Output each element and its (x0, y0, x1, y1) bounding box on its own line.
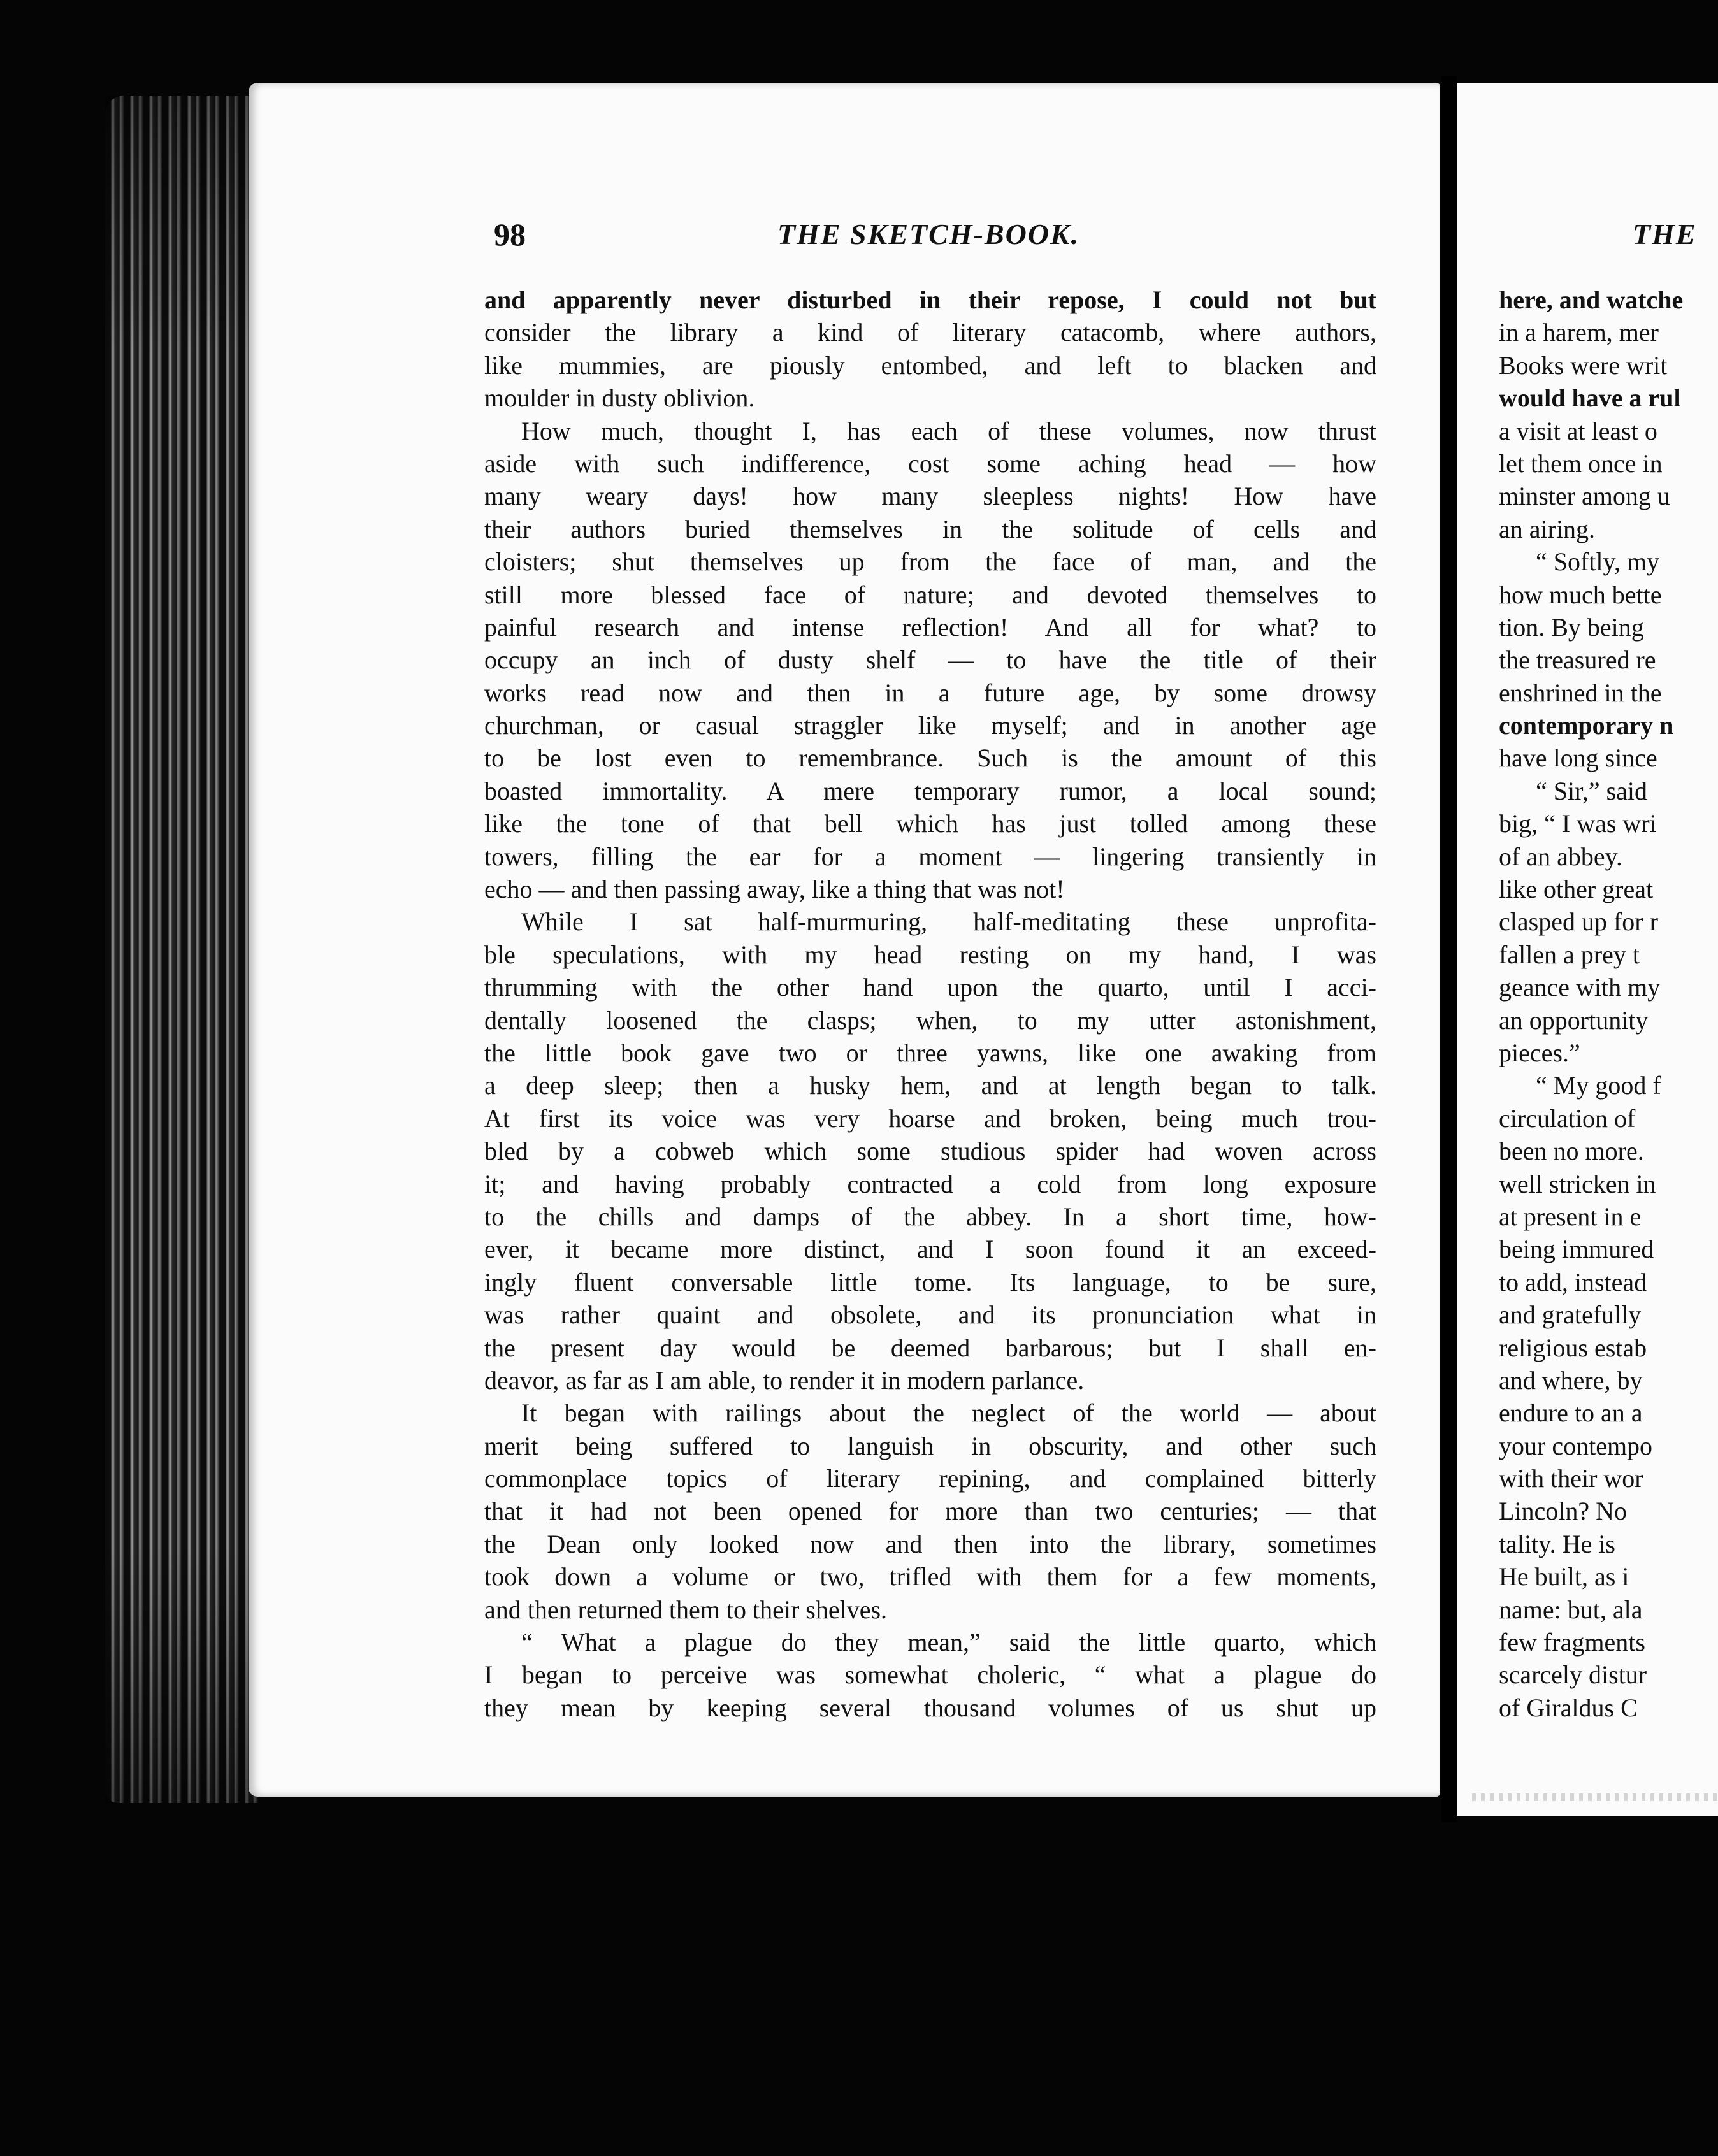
right-text-line: fallen a prey t (1499, 940, 1640, 969)
right-text-line: to add, instead (1499, 1267, 1647, 1297)
right-text-line: in a harem, mer (1499, 318, 1659, 347)
text-line: bled by a cobweb which some studious spider had woven across (484, 1137, 1376, 1166)
text-line: dentally loosened the clasps; when, to my utter astonishment, (484, 1005, 1376, 1035)
right-text-line: Books were writ (1499, 350, 1668, 380)
right-text-line: Lincoln? No (1499, 1497, 1628, 1526)
text-line: took down a volume or two, trifled with them for a few moments, (484, 1562, 1376, 1592)
right-body-text (1499, 284, 1718, 1724)
page-fore-edges (105, 96, 258, 1803)
text-line: ingly fluent conversable little tome. Its language, to be sure, (484, 1267, 1376, 1297)
right-text-line: clasped up for r (1499, 907, 1658, 937)
text-line: echo — and then passing away, like a thing that was not! (484, 875, 1065, 904)
text-line: “ What a plague do they mean,” said the little quarto, which (521, 1628, 1376, 1657)
text-line: moulder in dusty oblivion. (484, 384, 755, 413)
right-text-line: would have a rul (1499, 384, 1681, 413)
text-line: ble speculations, with my head resting on my hand, I was (484, 940, 1376, 969)
text-line: At first its voice was very hoarse and broken, being much trou- (484, 1103, 1376, 1133)
right-text-line: contemporary n (1499, 711, 1674, 740)
text-line: commonplace topics of literary repining, and complained bitterly (484, 1464, 1376, 1493)
right-text-line: your contempo (1499, 1431, 1653, 1460)
text-line: it; and having probably contracted a cold from long exposure (484, 1169, 1376, 1198)
right-text-line: minster among u (1499, 482, 1670, 511)
text-line: their authors buried themselves in the solitude of cells and (484, 514, 1376, 543)
text-line: to be lost even to remembrance. Such is the amount of this (484, 744, 1376, 773)
right-text-line: of Giraldus C (1499, 1693, 1638, 1722)
right-text-line: circulation of (1499, 1103, 1636, 1133)
text-line: and apparently never disturbed in their repose, I could not but (484, 285, 1376, 314)
right-text-line: the treasured re (1499, 645, 1656, 675)
text-line: boasted immortality. A mere temporary rumor, a local sound; (484, 776, 1376, 805)
right-text-line: scarcely distur (1499, 1660, 1647, 1690)
text-line: still more blessed face of nature; and devoted themselves to (484, 580, 1376, 609)
right-text-line: geance with my (1499, 973, 1661, 1002)
right-text-line: how much bette (1499, 580, 1662, 609)
text-line: works read now and then in a future age, by some drowsy (484, 678, 1376, 707)
text-line: It began with railings about the neglect of the world — about (521, 1398, 1376, 1428)
right-text-line: well stricken in (1499, 1169, 1656, 1198)
running-head (494, 215, 1376, 254)
right-text-line: and gratefully (1499, 1300, 1642, 1330)
text-line: a deep sleep; then a husky hem, and at length began to talk. (484, 1071, 1376, 1100)
right-text-line: of an abbey. (1499, 842, 1622, 871)
text-line: like the tone of that bell which has just tolled among these (484, 809, 1376, 838)
right-text-line: pieces.” (1499, 1038, 1580, 1067)
right-text-line: few fragments (1499, 1628, 1645, 1657)
text-line: the little book gave two or three yawns, like one awaking from (484, 1038, 1376, 1067)
running-title: THE SKETCH-BOOK. (777, 218, 1080, 250)
text-line: ever, it became more distinct, and I soon found it an exceed- (484, 1235, 1376, 1264)
right-text-line: “ Softly, my (1536, 547, 1660, 577)
book-gutter (1441, 76, 1457, 1822)
text-line: towers, filling the ear for a moment — lingering transiently in (484, 842, 1376, 871)
right-text-line: let them once in (1499, 449, 1663, 478)
text-line: aside with such indifference, cost some aching head — how (484, 449, 1376, 478)
right-text-line: an opportunity (1499, 1005, 1649, 1035)
text-line: merit being suffered to languish in obscurity, and other such (484, 1431, 1376, 1460)
right-text-line: “ Sir,” said (1536, 776, 1648, 805)
text-line: I began to perceive was somewhat choleric, “ what a plague do (484, 1660, 1376, 1690)
text-line: cloisters; shut themselves up from the face of man, and the (484, 547, 1376, 577)
right-page-bottom-edge (1472, 1793, 1718, 1801)
right-running-title: THE (1633, 218, 1697, 250)
right-text-line: name: but, ala (1499, 1595, 1643, 1624)
text-line: the present day would be deemed barbarous; but I shall en- (484, 1333, 1376, 1362)
right-text-line: He built, as i (1499, 1562, 1629, 1592)
right-text-line: enshrined in the (1499, 678, 1662, 707)
text-line: churchman, or casual straggler like myself; and in another age (484, 711, 1376, 740)
text-line: occupy an inch of dusty shelf — to have the title of their (484, 645, 1376, 675)
text-line: the Dean only looked now and then into the library, sometimes (484, 1529, 1376, 1558)
text-line: deavor, as far as I am able, to render it in modern parlance. (484, 1365, 1085, 1395)
right-text-line: “ My good f (1536, 1071, 1661, 1100)
right-text-line: being immured (1499, 1235, 1654, 1264)
text-line: and then returned them to their shelves. (484, 1595, 888, 1624)
right-text-line: religious estab (1499, 1333, 1647, 1362)
right-text-line: with their wor (1499, 1464, 1643, 1493)
right-text-line: big, “ I was wri (1499, 809, 1657, 838)
text-line: like mummies, are piously entombed, and left to blacken and (484, 350, 1376, 380)
text-line: they mean by keeping several thousand volumes of us shut up (484, 1693, 1376, 1722)
text-line: to the chills and damps of the abbey. In a short time, how- (484, 1202, 1376, 1231)
text-line: painful research and intense reflection! And all for what? to (484, 612, 1376, 642)
page-number: 98 (494, 217, 526, 252)
text-line: How much, thought I, has each of these volumes, now thrust (521, 416, 1376, 445)
text-line: consider the library a kind of literary catacomb, where authors, (484, 318, 1376, 347)
right-text-line: been no more. (1499, 1137, 1644, 1166)
right-text-line: a visit at least o (1499, 416, 1657, 445)
text-line: that it had not been opened for more than two centuries; — that (484, 1497, 1376, 1526)
text-line: While I sat half-murmuring, half-meditating these unprofita- (521, 907, 1376, 937)
right-text-line: and where, by (1499, 1365, 1643, 1395)
right-text-line: an airing. (1499, 514, 1596, 543)
right-text-line: tion. By being (1499, 612, 1644, 642)
right-text-line: endure to an a (1499, 1398, 1643, 1428)
right-text-line: here, and watche (1499, 285, 1684, 314)
right-text-line: at present in e (1499, 1202, 1642, 1231)
text-line: many weary days! how many sleepless nights! How have (484, 482, 1376, 511)
right-text-line: tality. He is (1499, 1529, 1615, 1558)
right-text-line: have long since (1499, 744, 1657, 773)
text-line: thrumming with the other hand upon the quarto, until I acci- (484, 973, 1376, 1002)
body-text (484, 284, 1376, 1724)
text-line: was rather quaint and obsolete, and its pronunciation what in (484, 1300, 1376, 1330)
right-text-line: like other great (1499, 875, 1654, 904)
